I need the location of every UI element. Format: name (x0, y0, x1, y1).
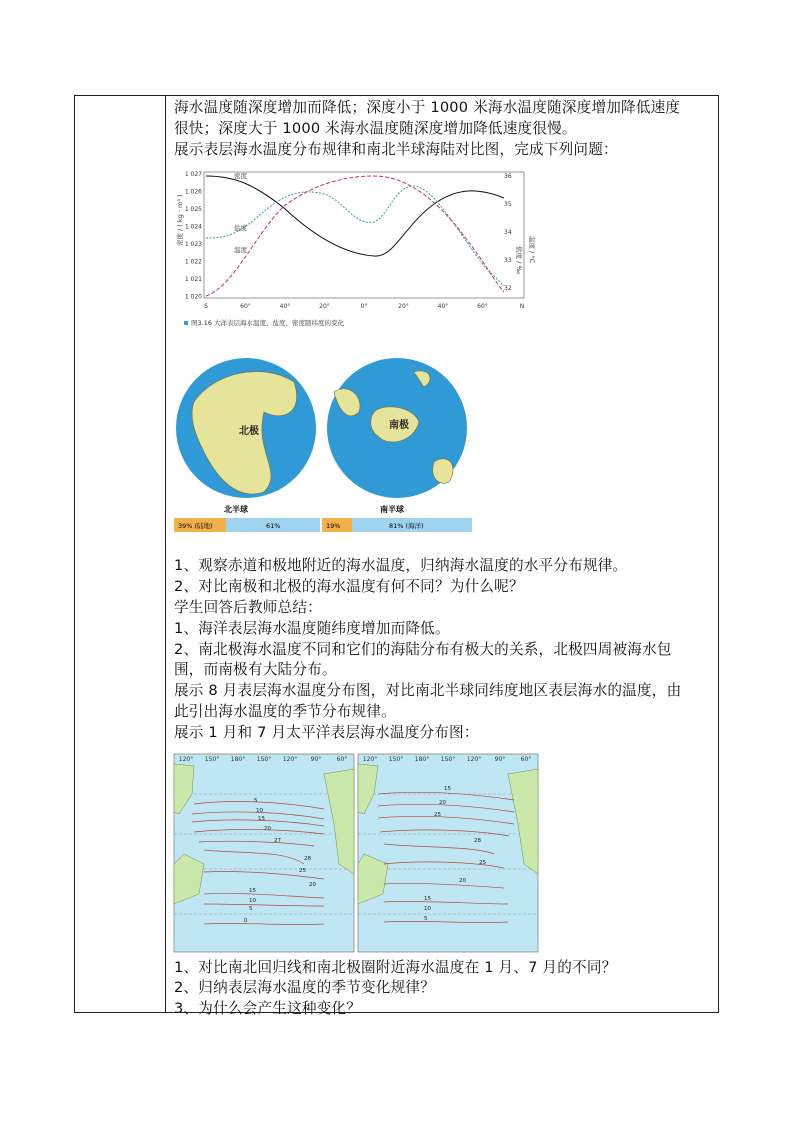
svg-text:20: 20 (264, 825, 271, 832)
y-left-tick: 1 023 (184, 241, 202, 249)
svg-text:25: 25 (299, 867, 306, 874)
latitude-chart (174, 166, 534, 336)
y-left-tick: 1 020 (184, 293, 202, 301)
svg-text:28: 28 (304, 855, 311, 862)
temperature-label: 温度 (234, 246, 247, 255)
north-hemisphere-title: 北半球 (224, 505, 248, 515)
svg-text:15: 15 (444, 785, 451, 792)
lesson-table (74, 95, 719, 1018)
y-left-tick: 1 026 (184, 188, 202, 196)
map-top-tick-left: 150° (256, 755, 272, 763)
south-pole-label: 南极 (389, 420, 409, 432)
svg-text:10: 10 (249, 897, 256, 904)
svg-text:20: 20 (309, 881, 316, 888)
north-pole-label: 北极 (239, 426, 259, 438)
map-top-tick-right: 150° (440, 755, 456, 763)
map-top-tick-right: 90° (494, 755, 506, 763)
pacific-maps (174, 754, 539, 954)
svg-text:0: 0 (244, 917, 248, 924)
x-axis-ticks (204, 303, 524, 310)
svg-text:5: 5 (254, 797, 258, 804)
map-top-tick-right: 180° (414, 755, 430, 763)
salinity-label: 盐度 (234, 224, 247, 233)
text-line: 1、海洋表层海水温度随纬度增加而降低。 (174, 619, 450, 637)
x-tick: 40° (279, 303, 291, 311)
svg-text:5: 5 (424, 915, 428, 922)
content-column (167, 96, 718, 1018)
text-line: 3、为什么会产生这种变化？ (174, 1000, 362, 1018)
svg-text:28: 28 (474, 837, 481, 844)
bar-north-land: 39% (陆地) (178, 522, 213, 531)
pacific-maps-figure (174, 750, 712, 958)
y-right2-label: 温度 / °C (528, 236, 536, 264)
y-right1-tick: 34 (504, 229, 512, 237)
y-left-label: 密度 / ( kg · m³ ) (176, 194, 184, 247)
y-left-tick: 1 024 (184, 223, 202, 231)
map-top-tick-left: 120° (282, 755, 298, 763)
text-line: 海水温度随深度增加而降低；深度小于 1000 米海水温度随深度增加降低速度 (174, 99, 681, 116)
text-line: 1、观察赤道和极地附近的海水温度，归纳海水温度的水平分布规律。 (174, 557, 628, 575)
text-line: 展示 8 月表层海水温度分布图，对比南北半球同纬度地区表层海水的温度，由 (174, 682, 682, 700)
x-tick: N (519, 303, 525, 311)
svg-text:25: 25 (479, 859, 486, 866)
map-top-tick-right: 120° (466, 755, 482, 763)
x-tick: 60° (477, 303, 488, 311)
map-top-tick-right: 60° (520, 755, 532, 763)
svg-text:20: 20 (459, 877, 466, 884)
text-line: 1、对比南北回归线和南北极圈附近海水温度在 1 月、7 月的不同？ (174, 958, 617, 976)
y-right1-tick: 33 (504, 257, 512, 265)
y-left-tick: 1 021 (184, 276, 202, 284)
text-line: 此引出海水温度的季节分布规律。 (174, 702, 396, 720)
chart-caption: 图3.16 大洋表层海水温度、盐度、密度随纬度的变化 (191, 319, 345, 328)
hemisphere-figure (174, 346, 712, 556)
density-label: 密度 (234, 172, 247, 181)
map-top-tick-right: 150° (388, 755, 404, 763)
x-tick: 20° (319, 303, 330, 311)
text-line: 围，而南极有大陆分布。 (174, 661, 337, 679)
left-axis-ticks (185, 171, 202, 301)
svg-text:25: 25 (434, 811, 441, 818)
text-line: 展示表层海水温度分布规律和南北半球海陆对比图，完成下列问题： (174, 140, 618, 158)
map-top-tick-left: 60° (336, 755, 348, 763)
bar-north-sea: 61% (266, 522, 281, 531)
text-line: 展示 1 月和 7 月太平洋表层海水温度分布图： (174, 723, 479, 741)
svg-text:10: 10 (424, 905, 431, 912)
svg-text:15: 15 (249, 887, 256, 894)
y-left-tick: 1 022 (184, 258, 202, 266)
bar-south-sea: 81% (海洋) (389, 522, 424, 531)
svg-text:20: 20 (439, 799, 446, 806)
x-tick: 20° (398, 303, 409, 311)
map-top-ticks (179, 756, 532, 763)
y-right1-tick: 36 (504, 173, 512, 181)
svg-text:27: 27 (274, 837, 281, 844)
x-tick: 60° (240, 303, 251, 311)
y-right1-tick: 32 (504, 285, 512, 293)
x-tick: S (204, 303, 208, 311)
text-line: 2、南北极海水温度不同和它们的海陆分布有极大的关系，北极四周被海水包 (174, 640, 672, 658)
x-tick: 0° (360, 303, 368, 311)
text-line: 学生回答后教师总结： (174, 598, 322, 616)
y-right1-tick: 35 (504, 201, 512, 209)
y-right1-label: 盐度 / ‰ (515, 246, 523, 275)
text-line: 2、对比南极和北极的海水温度有何不同？为什么呢？ (174, 578, 524, 596)
map-top-tick-left: 150° (204, 755, 220, 763)
svg-text:10: 10 (256, 807, 263, 814)
hemisphere-globes (174, 352, 474, 552)
text-line: 2、归纳表层海水温度的季节变化规律？ (174, 979, 435, 997)
south-hemisphere-title: 南半球 (380, 505, 404, 515)
y-left-tick: 1 027 (184, 171, 202, 179)
left-column (75, 96, 166, 1012)
text-line: 很快；深度大于 1000 米海水温度随深度增加降低速度很慢。 (174, 119, 577, 137)
map-top-tick-left: 90° (310, 755, 322, 763)
y-left-tick: 1 025 (184, 206, 202, 214)
x-tick: 40° (437, 303, 449, 311)
svg-text:15: 15 (258, 815, 265, 822)
map-top-tick-right: 120° (362, 755, 378, 763)
latitude-chart-figure (174, 166, 712, 340)
map-top-tick-left: 180° (230, 755, 246, 763)
svg-text:15: 15 (424, 895, 431, 902)
svg-text:5: 5 (249, 905, 253, 912)
map-top-tick-left: 120° (178, 755, 194, 763)
bar-south-land: 19% (326, 522, 341, 531)
